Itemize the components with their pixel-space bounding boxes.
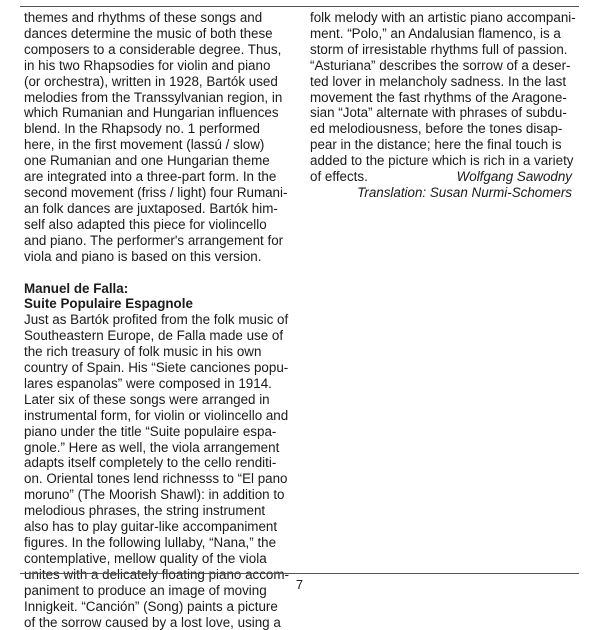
author-signature: Wolfgang Sawodny [456,169,572,185]
text-line: Southeastern Europe, de Falla made use of [24,328,284,344]
text-line: moruno” (The Moorish Shawl): in addition to [24,487,285,503]
text-line: country of Spain. His “Siete canciones popu- [24,360,289,376]
text-line: added to the picture which is rich in a variety [310,153,574,169]
text-line: composers to a considerable degree. Thus, [24,41,282,57]
text-line: adapts itself completely to the cello renditi- [24,455,277,471]
text-line: gnole.” Here as well, the viola arrangement [24,439,280,455]
text-line: storm of irresistable rhythms full of passion. [310,41,568,57]
right-column [310,10,584,201]
text-line: of effects. [310,169,368,185]
text-line: Innigkeit. “Canción” (Song) paints a picture [24,598,278,614]
text-line: folk melody with an artistic piano accompani- [310,10,576,25]
text-line: melodious phrases, the string instrument [24,503,266,519]
text-line: the rich treasury of folk music in his own [24,344,262,360]
text-line: pear in the distance; here the final touch is [310,137,562,153]
section-heading-work: Suite Populaire Espagnole [24,296,193,312]
text-line: self also adapted this piece for violincello [24,216,267,232]
text-line: unites with a delicately floating piano accom- [24,566,289,582]
text-line: movement the fast rhythms of the Aragone- [310,89,567,105]
text-line: also has to play guitar-like accompaniment [24,519,278,535]
text-line: Just as Bartók profited from the folk music of [24,312,289,328]
text-line: ed melodiousness, before the tones disap- [310,121,563,137]
text-line: contemplative, mellow quality of the viola [24,550,267,566]
text-line: dances determine the music of both these [24,25,273,41]
text-line: ment. “Polo,” an Andalusian flamenco, is a [310,25,561,41]
text-line: are integrated into a three-part form. In the [24,169,277,185]
text-line: (or orchestra), written in 1928, Bartók used [24,73,278,89]
intro-paragraph [24,10,300,265]
page-number: 7 [295,577,304,592]
text-line: lares espanolas” were composed in 1914. [24,375,272,391]
section-heading-composer: Manuel de Falla: [24,280,129,296]
top-rule [20,6,579,7]
text-line: figures. In the following lullaby, “Nana,” the [24,535,277,550]
text-line: instrumental form, for violin or violincello and [24,407,289,423]
translation-credit: Translation: Susan Nurmi-Schomers [357,185,572,201]
text-line: one Rumanian and one Hungarian theme [24,153,270,169]
paragraph-gap [24,265,300,281]
bottom-rule [20,573,579,574]
text-line: in his two Rhapsodies for violin and piano [24,57,271,73]
text-line: viola and piano is based on this version. [24,248,262,264]
text-line: themes and rhythms of these songs and [24,10,263,25]
text-line: second movement (friss / light) four Rumani- [24,184,288,200]
text-line: of the sorrow caused by a lost love, using a [24,614,281,630]
text-line: melodies from the Transsylvanian region, in [24,89,283,105]
text-line: here, in the first movement (lassú / slow) [24,137,265,153]
text-line: an folk dances are juxtaposed. Bartók him- [24,200,278,216]
text-line: piano under the title “Suite populaire espa- [24,423,277,439]
text-line: and piano. The performer's arrangement for [24,232,284,248]
signature-line [310,169,584,185]
text-line: blend. In the Rhapsody no. 1 performed [24,121,260,137]
text-line: on. Oriental tones lend richnesss to “El pano [24,471,288,487]
text-line: Later six of these songs were arranged in [24,391,270,407]
continuation-paragraph [310,10,584,169]
text-line: ted lover in melancholy sadness. In the last [310,73,567,89]
text-line: which Rumanian and Hungarian influences [24,105,279,121]
text-line: sian “Jota” alternate with phrases of subdu- [310,105,567,121]
text-line: paniment to produce an image of moving [24,582,267,598]
left-column [24,10,300,630]
text-line: “Asturiana” describes the sorrow of a deser- [310,57,571,73]
